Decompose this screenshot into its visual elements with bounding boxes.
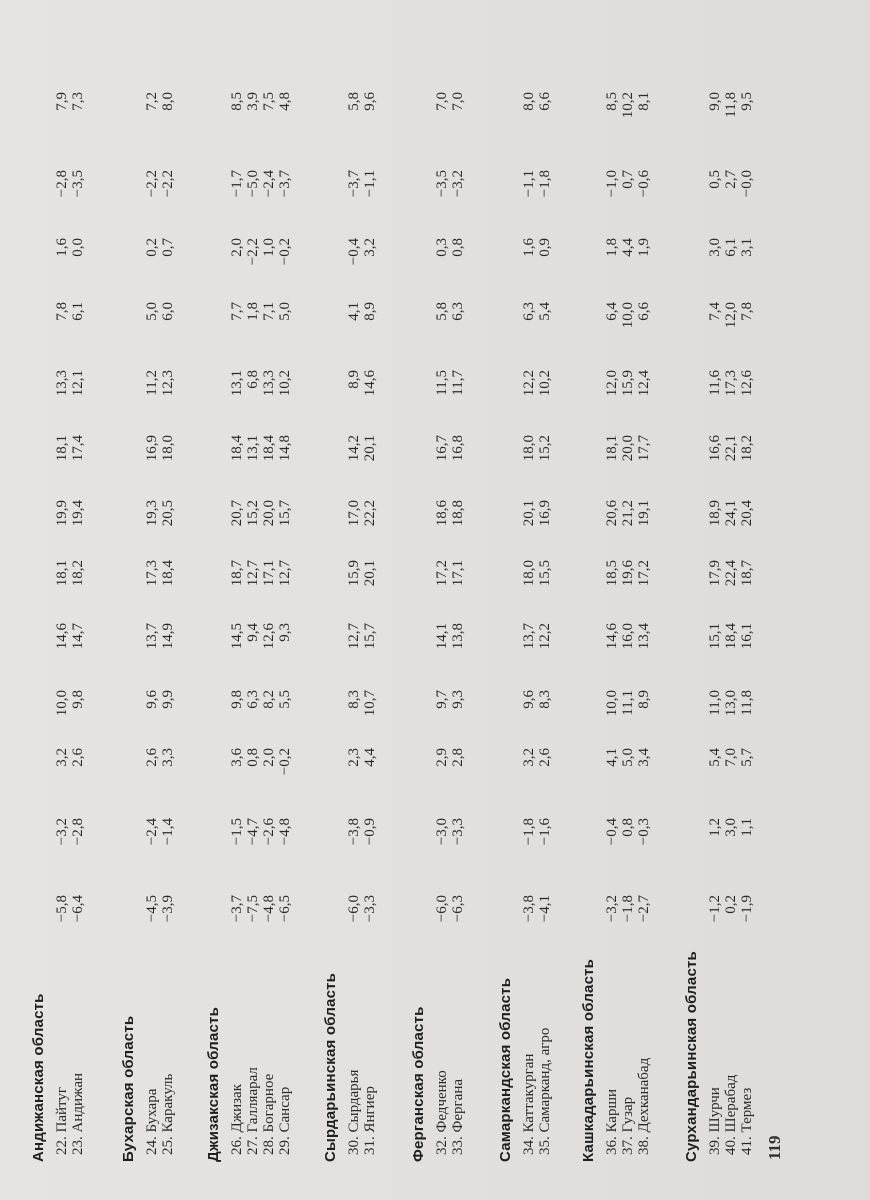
station-name: 33. Фергана bbox=[450, 1078, 466, 1155]
monthly-temperature-cell: 9,4 bbox=[245, 623, 261, 642]
monthly-temperature-cell: −1,1 bbox=[521, 170, 537, 198]
monthly-temperature-cell: 11,2 bbox=[144, 370, 160, 396]
monthly-temperature-cell: −4,8 bbox=[277, 818, 293, 846]
monthly-temperature-cell: 12,0 bbox=[723, 302, 739, 329]
station-name: 25. Каракуль bbox=[160, 1073, 176, 1155]
monthly-temperature-cell: 20,6 bbox=[604, 500, 620, 527]
page-number: 119 bbox=[765, 1135, 784, 1160]
monthly-temperature-cell: −1,2 bbox=[707, 895, 723, 923]
monthly-temperature-cell: 3,2 bbox=[362, 238, 378, 257]
monthly-temperature-cell: 9,3 bbox=[450, 690, 466, 709]
monthly-temperature-cell: 0,0 bbox=[70, 238, 86, 257]
monthly-temperature-cell: 4,4 bbox=[620, 238, 636, 257]
monthly-temperature-cell: 8,3 bbox=[346, 690, 362, 709]
monthly-temperature-cell: 12,3 bbox=[160, 370, 176, 397]
monthly-temperature-cell: 2,6 bbox=[537, 748, 553, 767]
monthly-temperature-cell: 10,2 bbox=[537, 370, 553, 397]
station-name: 40. Шерабад bbox=[723, 1074, 739, 1155]
monthly-temperature-cell: 0,7 bbox=[620, 170, 636, 189]
monthly-temperature-cell: 11,0 bbox=[707, 690, 723, 716]
monthly-temperature-cell: −3,7 bbox=[229, 895, 245, 923]
monthly-temperature-cell: −6,3 bbox=[450, 895, 466, 923]
monthly-temperature-cell: 1,8 bbox=[245, 302, 261, 321]
station-name: 32. Федченко bbox=[434, 1070, 450, 1155]
monthly-temperature-cell: 15,2 bbox=[245, 500, 261, 527]
monthly-temperature-cell: 12,2 bbox=[537, 623, 553, 650]
annual-temperature-cell: 10,2 bbox=[620, 92, 636, 119]
monthly-temperature-cell: 2,9 bbox=[434, 748, 450, 767]
station-name: 29. Сансар bbox=[277, 1086, 293, 1155]
monthly-temperature-cell: 18,0 bbox=[160, 435, 176, 462]
monthly-temperature-cell: 3,2 bbox=[521, 748, 537, 767]
monthly-temperature-cell: 11,8 bbox=[739, 690, 755, 716]
monthly-temperature-cell: −5,0 bbox=[245, 170, 261, 198]
monthly-temperature-cell: 18,0 bbox=[521, 560, 537, 587]
monthly-temperature-cell: 5,8 bbox=[434, 302, 450, 321]
monthly-temperature-cell: 6,1 bbox=[70, 302, 86, 321]
monthly-temperature-cell: −1,6 bbox=[537, 818, 553, 846]
monthly-temperature-cell: 16,6 bbox=[707, 435, 723, 462]
monthly-temperature-cell: 15,1 bbox=[707, 623, 723, 650]
region-header: Самаркандская область bbox=[497, 977, 514, 1162]
region-header: Сырдарьинская область bbox=[322, 972, 339, 1162]
monthly-temperature-cell: 9,8 bbox=[229, 690, 245, 709]
monthly-temperature-cell: −3,3 bbox=[450, 818, 466, 846]
monthly-temperature-cell: 20,5 bbox=[160, 500, 176, 527]
monthly-temperature-cell: 13,7 bbox=[521, 623, 537, 650]
monthly-temperature-cell: 13,1 bbox=[229, 370, 245, 397]
monthly-temperature-cell: 3,3 bbox=[160, 748, 176, 767]
station-name: 36. Карши bbox=[604, 1088, 620, 1155]
monthly-temperature-cell: 16,9 bbox=[144, 435, 160, 462]
monthly-temperature-cell: 8,9 bbox=[362, 302, 378, 321]
monthly-temperature-cell: 8,9 bbox=[636, 690, 652, 709]
annual-temperature-cell: 6,6 bbox=[537, 92, 553, 111]
monthly-temperature-cell: 20,0 bbox=[261, 500, 277, 527]
monthly-temperature-cell: 18,5 bbox=[604, 560, 620, 587]
monthly-temperature-cell: 1,6 bbox=[521, 238, 537, 257]
monthly-temperature-cell: 12,0 bbox=[604, 370, 620, 397]
monthly-temperature-cell: 13,4 bbox=[636, 623, 652, 650]
monthly-temperature-cell: 14,6 bbox=[362, 370, 378, 397]
monthly-temperature-cell: 16,7 bbox=[434, 435, 450, 462]
monthly-temperature-cell: 1,0 bbox=[261, 238, 277, 257]
monthly-temperature-cell: 18,4 bbox=[160, 560, 176, 587]
monthly-temperature-cell: 3,1 bbox=[739, 238, 755, 257]
monthly-temperature-cell: 9,6 bbox=[521, 690, 537, 709]
monthly-temperature-cell: −6,4 bbox=[70, 895, 86, 923]
monthly-temperature-cell: 11,1 bbox=[620, 690, 636, 716]
monthly-temperature-cell: 22,1 bbox=[723, 435, 739, 462]
monthly-temperature-cell: −1,0 bbox=[604, 170, 620, 198]
monthly-temperature-cell: −0,2 bbox=[277, 238, 293, 266]
monthly-temperature-cell: −3,2 bbox=[54, 818, 70, 846]
monthly-temperature-cell: 14,1 bbox=[434, 623, 450, 650]
monthly-temperature-cell: 13,8 bbox=[450, 623, 466, 650]
monthly-temperature-cell: 18,2 bbox=[70, 560, 86, 587]
station-name: 38. Дехканабад bbox=[636, 1057, 652, 1155]
monthly-temperature-cell: −3,9 bbox=[160, 895, 176, 923]
monthly-temperature-cell: −1,8 bbox=[521, 818, 537, 846]
monthly-temperature-cell: 9,9 bbox=[160, 690, 176, 709]
station-name: 28. Богарное bbox=[261, 1073, 277, 1155]
monthly-temperature-cell: 19,1 bbox=[636, 500, 652, 527]
monthly-temperature-cell: 5,0 bbox=[144, 302, 160, 321]
monthly-temperature-cell: −3,8 bbox=[521, 895, 537, 923]
monthly-temperature-cell: 9,8 bbox=[70, 690, 86, 709]
monthly-temperature-cell: −0,3 bbox=[636, 818, 652, 846]
monthly-temperature-cell: 5,7 bbox=[739, 748, 755, 767]
monthly-temperature-cell: 0,8 bbox=[620, 818, 636, 837]
monthly-temperature-cell: 13,3 bbox=[54, 370, 70, 397]
monthly-temperature-cell: 12,7 bbox=[346, 623, 362, 650]
annual-temperature-cell: 8,5 bbox=[604, 92, 620, 111]
monthly-temperature-cell: 15,7 bbox=[277, 500, 293, 527]
monthly-temperature-cell: 12,6 bbox=[261, 623, 277, 650]
monthly-temperature-cell: 18,0 bbox=[521, 435, 537, 462]
monthly-temperature-cell: 18,1 bbox=[54, 560, 70, 587]
annual-temperature-cell: 7,0 bbox=[450, 92, 466, 111]
monthly-temperature-cell: 14,5 bbox=[229, 623, 245, 650]
monthly-temperature-cell: 13,0 bbox=[723, 690, 739, 717]
annual-temperature-cell: 3,9 bbox=[245, 92, 261, 111]
monthly-temperature-cell: −1,1 bbox=[362, 170, 378, 198]
monthly-temperature-cell: 3,0 bbox=[707, 238, 723, 257]
monthly-temperature-cell: 18,4 bbox=[229, 435, 245, 462]
monthly-temperature-cell: 5,0 bbox=[277, 302, 293, 321]
monthly-temperature-cell: 10,0 bbox=[604, 690, 620, 717]
monthly-temperature-cell: 4,1 bbox=[346, 302, 362, 321]
monthly-temperature-cell: 7,0 bbox=[723, 748, 739, 767]
station-name: 37. Гузар bbox=[620, 1096, 636, 1155]
monthly-temperature-cell: 20,0 bbox=[620, 435, 636, 462]
monthly-temperature-cell: 19,4 bbox=[70, 500, 86, 527]
monthly-temperature-cell: 0,9 bbox=[537, 238, 553, 257]
monthly-temperature-cell: 6,6 bbox=[636, 302, 652, 321]
monthly-temperature-cell: 8,2 bbox=[261, 690, 277, 709]
region-header: Сурхандарьинская область bbox=[683, 951, 700, 1162]
monthly-temperature-cell: 17,7 bbox=[636, 435, 652, 462]
monthly-temperature-cell: 18,4 bbox=[261, 435, 277, 462]
annual-temperature-cell: 9,6 bbox=[362, 92, 378, 111]
monthly-temperature-cell: −3,5 bbox=[434, 170, 450, 198]
monthly-temperature-cell: 7,8 bbox=[739, 302, 755, 321]
monthly-temperature-cell: 3,6 bbox=[229, 748, 245, 767]
monthly-temperature-cell: 12,4 bbox=[636, 370, 652, 397]
region-header: Бухарская область bbox=[120, 1015, 137, 1162]
monthly-temperature-cell: −6,0 bbox=[434, 895, 450, 923]
station-name: 30. Сырдарья bbox=[346, 1069, 362, 1155]
monthly-temperature-cell: 18,6 bbox=[434, 500, 450, 527]
monthly-temperature-cell: 22,2 bbox=[362, 500, 378, 527]
monthly-temperature-cell: 4,1 bbox=[604, 748, 620, 767]
monthly-temperature-cell: 18,9 bbox=[707, 500, 723, 527]
monthly-temperature-cell: 12,7 bbox=[277, 560, 293, 587]
monthly-temperature-cell: 20,4 bbox=[739, 500, 755, 527]
annual-temperature-cell: 7,0 bbox=[434, 92, 450, 111]
annual-temperature-cell: 8,0 bbox=[521, 92, 537, 111]
monthly-temperature-cell: 16,9 bbox=[537, 500, 553, 527]
monthly-temperature-cell: 2,7 bbox=[723, 170, 739, 189]
monthly-temperature-cell: 3,4 bbox=[636, 748, 652, 767]
monthly-temperature-cell: 7,7 bbox=[229, 302, 245, 321]
monthly-temperature-cell: 18,2 bbox=[739, 435, 755, 462]
station-name: 39. Шурчи bbox=[707, 1087, 723, 1155]
monthly-temperature-cell: −3,7 bbox=[346, 170, 362, 198]
monthly-temperature-cell: 16,0 bbox=[620, 623, 636, 650]
monthly-temperature-cell: −2,8 bbox=[54, 170, 70, 198]
monthly-temperature-cell: 7,8 bbox=[54, 302, 70, 321]
monthly-temperature-cell: −3,2 bbox=[450, 170, 466, 198]
annual-temperature-cell: 8,5 bbox=[229, 92, 245, 111]
monthly-temperature-cell: 1,1 bbox=[739, 818, 755, 837]
monthly-temperature-cell: 0,7 bbox=[160, 238, 176, 257]
monthly-temperature-cell: 8,3 bbox=[537, 690, 553, 709]
monthly-temperature-cell: 15,7 bbox=[362, 623, 378, 650]
monthly-temperature-cell: 6,8 bbox=[245, 370, 261, 389]
monthly-temperature-cell: −2,2 bbox=[160, 170, 176, 198]
monthly-temperature-cell: 0,8 bbox=[245, 748, 261, 767]
monthly-temperature-cell: 13,7 bbox=[144, 623, 160, 650]
station-name: 35. Самарканд, агро bbox=[537, 1027, 553, 1155]
monthly-temperature-cell: 5,0 bbox=[620, 748, 636, 767]
monthly-temperature-cell: −6,5 bbox=[277, 895, 293, 923]
monthly-temperature-cell: 14,2 bbox=[346, 435, 362, 462]
monthly-temperature-cell: 19,6 bbox=[620, 560, 636, 587]
monthly-temperature-cell: 12,7 bbox=[245, 560, 261, 587]
monthly-temperature-cell: 17,3 bbox=[144, 560, 160, 587]
annual-temperature-cell: 11,8 bbox=[723, 92, 739, 118]
monthly-temperature-cell: 20,1 bbox=[521, 500, 537, 527]
monthly-temperature-cell: 0,2 bbox=[144, 238, 160, 257]
monthly-temperature-cell: 19,9 bbox=[54, 500, 70, 527]
monthly-temperature-cell: 6,3 bbox=[450, 302, 466, 321]
monthly-temperature-cell: 16,8 bbox=[450, 435, 466, 462]
monthly-temperature-cell: −7,5 bbox=[245, 895, 261, 923]
monthly-temperature-cell: 14,7 bbox=[70, 623, 86, 650]
monthly-temperature-cell: 6,1 bbox=[723, 238, 739, 257]
monthly-temperature-cell: 8,9 bbox=[346, 370, 362, 389]
annual-temperature-cell: 7,9 bbox=[54, 92, 70, 111]
station-name: 23. Андижан bbox=[70, 1072, 86, 1155]
annual-temperature-cell: 8,0 bbox=[160, 92, 176, 111]
monthly-temperature-cell: 1,9 bbox=[636, 238, 652, 257]
monthly-temperature-cell: −2,2 bbox=[245, 238, 261, 266]
monthly-temperature-cell: 10,7 bbox=[362, 690, 378, 717]
monthly-temperature-cell: 12,2 bbox=[521, 370, 537, 397]
monthly-temperature-cell: −0,9 bbox=[362, 818, 378, 846]
monthly-temperature-cell: 21,2 bbox=[620, 500, 636, 527]
monthly-temperature-cell: −1,7 bbox=[229, 170, 245, 198]
monthly-temperature-cell: 16,1 bbox=[739, 623, 755, 650]
monthly-temperature-cell: 13,3 bbox=[261, 370, 277, 397]
monthly-temperature-cell: 12,1 bbox=[70, 370, 86, 397]
monthly-temperature-cell: 24,1 bbox=[723, 500, 739, 527]
monthly-temperature-cell: 18,7 bbox=[229, 560, 245, 587]
annual-temperature-cell: 7,2 bbox=[144, 92, 160, 111]
monthly-temperature-cell: −3,8 bbox=[346, 818, 362, 846]
annual-temperature-cell: 4,8 bbox=[277, 92, 293, 111]
monthly-temperature-cell: −2,6 bbox=[261, 818, 277, 846]
annual-temperature-cell: 7,5 bbox=[261, 92, 277, 111]
monthly-temperature-cell: 9,7 bbox=[434, 690, 450, 709]
monthly-temperature-cell: 9,3 bbox=[277, 623, 293, 642]
monthly-temperature-cell: 6,3 bbox=[521, 302, 537, 321]
monthly-temperature-cell: −2,7 bbox=[636, 895, 652, 923]
monthly-temperature-cell: 15,5 bbox=[537, 560, 553, 587]
monthly-temperature-cell: 1,6 bbox=[54, 238, 70, 257]
monthly-temperature-cell: 0,8 bbox=[450, 238, 466, 257]
monthly-temperature-cell: 17,3 bbox=[723, 370, 739, 397]
monthly-temperature-cell: 4,4 bbox=[362, 748, 378, 767]
annual-temperature-cell: 9,0 bbox=[707, 92, 723, 111]
monthly-temperature-cell: 14,6 bbox=[604, 623, 620, 650]
monthly-temperature-cell: 15,2 bbox=[537, 435, 553, 462]
monthly-temperature-cell: 18,1 bbox=[54, 435, 70, 462]
monthly-temperature-cell: 14,6 bbox=[54, 623, 70, 650]
monthly-temperature-cell: 17,9 bbox=[707, 560, 723, 587]
monthly-temperature-cell: −3,5 bbox=[70, 170, 86, 198]
monthly-temperature-cell: 6,0 bbox=[160, 302, 176, 321]
monthly-temperature-cell: −0,6 bbox=[636, 170, 652, 198]
monthly-temperature-cell: 20,1 bbox=[362, 560, 378, 587]
monthly-temperature-cell: −2,4 bbox=[144, 818, 160, 846]
monthly-temperature-cell: −1,4 bbox=[160, 818, 176, 846]
station-name: 27. Галляарал bbox=[245, 1067, 261, 1155]
monthly-temperature-cell: 3,0 bbox=[723, 818, 739, 837]
region-header: Андижанская область bbox=[30, 993, 47, 1162]
monthly-temperature-cell: 6,4 bbox=[604, 302, 620, 321]
monthly-temperature-cell: 17,1 bbox=[450, 560, 466, 587]
monthly-temperature-cell: −0,0 bbox=[739, 170, 755, 198]
station-name: 34. Каттакурган bbox=[521, 1053, 537, 1155]
region-header: Джизакская область bbox=[205, 1007, 222, 1162]
monthly-temperature-cell: −1,8 bbox=[620, 895, 636, 923]
monthly-temperature-cell: 15,9 bbox=[620, 370, 636, 397]
monthly-temperature-cell: 11,6 bbox=[707, 370, 723, 396]
monthly-temperature-cell: −6,0 bbox=[346, 895, 362, 923]
monthly-temperature-cell: 19,3 bbox=[144, 500, 160, 527]
monthly-temperature-cell: 14,8 bbox=[277, 435, 293, 462]
monthly-temperature-cell: −3,2 bbox=[604, 895, 620, 923]
monthly-temperature-cell: 2,0 bbox=[229, 238, 245, 257]
annual-temperature-cell: 9,5 bbox=[739, 92, 755, 111]
monthly-temperature-cell: 20,7 bbox=[229, 500, 245, 527]
monthly-temperature-cell: −1,8 bbox=[537, 170, 553, 198]
monthly-temperature-cell: 13,1 bbox=[245, 435, 261, 462]
monthly-temperature-cell: −3,0 bbox=[434, 818, 450, 846]
monthly-temperature-cell: 18,8 bbox=[450, 500, 466, 527]
monthly-temperature-cell: 11,7 bbox=[450, 370, 466, 396]
monthly-temperature-cell: 7,1 bbox=[261, 302, 277, 321]
monthly-temperature-cell: 2,6 bbox=[70, 748, 86, 767]
monthly-temperature-cell: 6,3 bbox=[245, 690, 261, 709]
monthly-temperature-cell: 0,5 bbox=[707, 170, 723, 189]
monthly-temperature-cell: 5,5 bbox=[277, 690, 293, 709]
annual-temperature-cell: 5,8 bbox=[346, 92, 362, 111]
monthly-temperature-cell: −4,7 bbox=[245, 818, 261, 846]
monthly-temperature-cell: −3,7 bbox=[277, 170, 293, 198]
monthly-temperature-cell: −0,4 bbox=[604, 818, 620, 846]
station-name: 41. Термез bbox=[739, 1087, 755, 1155]
monthly-temperature-cell: 10,2 bbox=[277, 370, 293, 397]
monthly-temperature-cell: 18,1 bbox=[604, 435, 620, 462]
monthly-temperature-cell: 11,5 bbox=[434, 370, 450, 396]
monthly-temperature-cell: −3,3 bbox=[362, 895, 378, 923]
monthly-temperature-cell: 2,8 bbox=[450, 748, 466, 767]
monthly-temperature-cell: 0,3 bbox=[434, 238, 450, 257]
monthly-temperature-cell: 10,0 bbox=[54, 690, 70, 717]
region-header: Ферганская область bbox=[410, 1006, 427, 1162]
monthly-temperature-cell: 5,4 bbox=[707, 748, 723, 767]
monthly-temperature-cell: 7,4 bbox=[707, 302, 723, 321]
monthly-temperature-cell: 17,2 bbox=[636, 560, 652, 587]
monthly-temperature-cell: 17,1 bbox=[261, 560, 277, 587]
monthly-temperature-cell: 17,2 bbox=[434, 560, 450, 587]
monthly-temperature-cell: 2,0 bbox=[261, 748, 277, 767]
monthly-temperature-cell: 17,4 bbox=[70, 435, 86, 462]
annual-temperature-cell: 8,1 bbox=[636, 92, 652, 111]
monthly-temperature-cell: −5,8 bbox=[54, 895, 70, 923]
monthly-temperature-cell: −4,5 bbox=[144, 895, 160, 923]
monthly-temperature-cell: −4,8 bbox=[261, 895, 277, 923]
monthly-temperature-cell: 10,0 bbox=[620, 302, 636, 329]
monthly-temperature-cell: −1,5 bbox=[229, 818, 245, 846]
annual-temperature-cell: 7,3 bbox=[70, 92, 86, 111]
monthly-temperature-cell: 3,2 bbox=[54, 748, 70, 767]
monthly-temperature-cell: 18,7 bbox=[739, 560, 755, 587]
monthly-temperature-cell: 2,3 bbox=[346, 748, 362, 767]
monthly-temperature-cell: 5,4 bbox=[537, 302, 553, 321]
monthly-temperature-cell: 9,6 bbox=[144, 690, 160, 709]
monthly-temperature-cell: 12,6 bbox=[739, 370, 755, 397]
monthly-temperature-cell: 17,0 bbox=[346, 500, 362, 527]
station-name: 26. Джизак bbox=[229, 1084, 245, 1155]
monthly-temperature-cell: −4,1 bbox=[537, 895, 553, 923]
monthly-temperature-cell: 20,1 bbox=[362, 435, 378, 462]
monthly-temperature-cell: 18,4 bbox=[723, 623, 739, 650]
monthly-temperature-cell: −0,2 bbox=[277, 748, 293, 776]
monthly-temperature-cell: 15,9 bbox=[346, 560, 362, 587]
monthly-temperature-cell: 14,9 bbox=[160, 623, 176, 650]
station-name: 24. Бухара bbox=[144, 1088, 160, 1155]
region-header: Кашкадарьинская область bbox=[580, 958, 597, 1162]
monthly-temperature-cell: −1,9 bbox=[739, 895, 755, 923]
station-name: 31. Янгиер bbox=[362, 1086, 378, 1155]
monthly-temperature-cell: 1,2 bbox=[707, 818, 723, 837]
station-name: 22. Пайтуг bbox=[54, 1086, 70, 1155]
monthly-temperature-cell: −2,2 bbox=[144, 170, 160, 198]
monthly-temperature-cell: 1,8 bbox=[604, 238, 620, 257]
monthly-temperature-cell: −0,4 bbox=[346, 238, 362, 266]
monthly-temperature-cell: 2,6 bbox=[144, 748, 160, 767]
monthly-temperature-cell: −2,4 bbox=[261, 170, 277, 198]
monthly-temperature-cell: 22,4 bbox=[723, 560, 739, 587]
monthly-temperature-cell: −2,8 bbox=[70, 818, 86, 846]
monthly-temperature-cell: 0,2 bbox=[723, 895, 739, 914]
